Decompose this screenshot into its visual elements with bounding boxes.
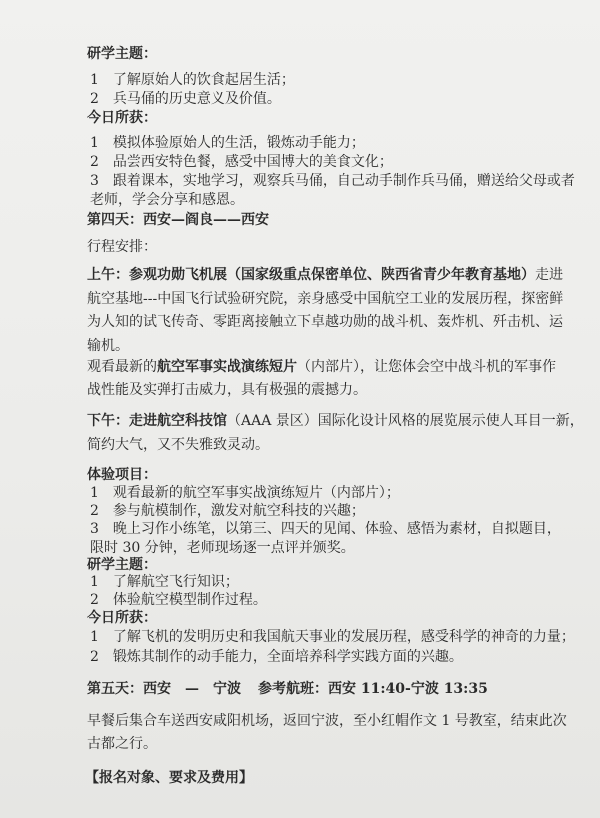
afternoon-line-2: 简约大气，又不失雅致灵动。 <box>87 437 269 453</box>
film-line-1 <box>87 358 556 376</box>
day5-flight: 参考航班：西安 11:40-宁波 13:35 <box>258 681 488 697</box>
list-item: 2 参与航模制作，激发对航空科技的兴趣； <box>90 503 365 519</box>
list-item-continued: 限时 30 分钟，老师现场逐一点评并颁奖。 <box>90 540 355 556</box>
afternoon-suffix: （AAA 景区）国际化设计风格的展览展示使人耳目一新， <box>227 413 584 429</box>
today-gains-heading-2: 今日所获： <box>87 610 157 626</box>
list-item: 2 品尝西安特色餐，感受中国博大的美食文化； <box>90 154 393 170</box>
afternoon-prefix: 下午：走进 <box>87 413 157 429</box>
morning-label: 上午：参观功勋飞机展 <box>87 267 227 283</box>
day4-title: 第四天：西安—阎良——西安 <box>87 212 269 228</box>
morning-bold-note: （国家级重点保密单位、陕西省青少年教育基地） <box>227 267 535 283</box>
morning-line-1 <box>87 266 563 284</box>
morning-line-2: 航空基地---中国飞行试验研究院，亲身感受中国航空工业的发展历程，探密鲜 <box>87 291 564 307</box>
research-theme-heading-2: 研学主题： <box>87 557 157 573</box>
film-line-2: 战性能及实弹打击威力，具有极强的震撼力。 <box>87 382 367 398</box>
list-item: 3 跟着课本，实地学习，观察兵马俑，自己动手制作兵马俑，赠送给父母或者 <box>90 173 575 189</box>
list-item: 1 了解飞机的发明历史和我国航天事业的发展历程，感受科学的神奇的力量； <box>90 629 575 645</box>
list-item: 1 了解航空飞行知识； <box>90 574 239 590</box>
today-gains-heading: 今日所获： <box>87 110 157 126</box>
day5-title: 第五天：西安 — 宁波 <box>87 681 241 697</box>
list-item: 2 兵马俑的历史意义及价值。 <box>90 91 281 107</box>
morning-line-4: 输机。 <box>87 338 129 354</box>
list-item-continued: 老师，学会分享和感恩。 <box>90 192 244 208</box>
afternoon-line-1 <box>87 412 584 430</box>
signup-section-heading: 【报名对象、要求及费用】 <box>85 770 253 786</box>
morning-suffix: 走进 <box>535 267 563 283</box>
afternoon-bold: 航空科技馆 <box>157 413 227 429</box>
list-item: 2 体验航空模型制作过程。 <box>90 592 267 608</box>
list-item: 3 晚上习作小练笔，以第三、四天的见闻、体验、感悟为素材，自拟题目， <box>90 521 561 537</box>
list-item: 1 了解原始人的饮食起居生活； <box>90 72 295 88</box>
itinerary-heading: 行程安排： <box>87 239 157 255</box>
day5-line-1: 早餐后集合车送西安咸阳机场，返回宁波，至小红帽作文 1 号教室，结束此次 <box>87 713 567 729</box>
film-prefix: 观看最新的 <box>87 359 157 375</box>
list-item: 1 模拟体验原始人的生活，锻炼动手能力； <box>90 135 365 151</box>
list-item: 2 锻炼其制作的动手能力，全面培养科学实践方面的兴趣。 <box>90 649 463 665</box>
morning-line-3: 为人知的试飞传奇、零距离接触立下卓越功勋的战斗机、轰炸机、歼击机、运 <box>87 314 563 330</box>
day5-line-2: 古都之行。 <box>87 736 157 752</box>
film-bold: 航空军事实战演练短片 <box>157 359 297 375</box>
film-suffix: （内部片），让您体会空中战斗机的军事作 <box>297 359 556 375</box>
research-theme-heading: 研学主题： <box>87 46 157 62</box>
experience-heading: 体验项目： <box>87 467 157 483</box>
list-item: 1 观看最新的航空军事实战演练短片（内部片）； <box>90 485 400 501</box>
